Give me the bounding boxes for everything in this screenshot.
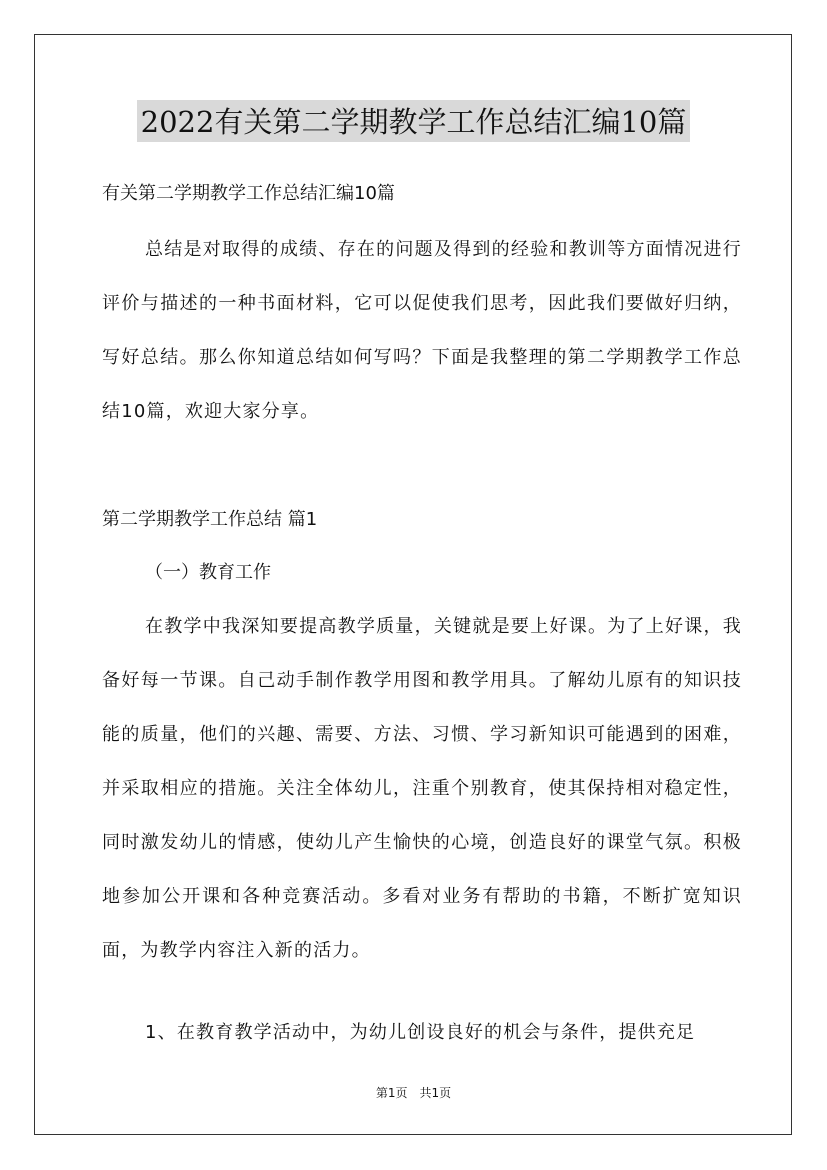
page-footer bbox=[0, 1084, 827, 1101]
document-title: 2022有关第二学期教学工作总结汇编10篇 bbox=[137, 100, 691, 142]
body-paragraph: 在教学中我深知要提高教学质量，关键就是要上好课。为了上好课，我备好每一节课。自己动手制作教学用图和教学用具。了解幼儿原有的知识技能的质量，他们的兴趣、需要、方法、习惯、学习新知识可能遇到的困难，并采取相应的措施。关注全体幼儿，注重个别教育，使其保持相对稳定性，同时激发幼儿的情感，使幼儿产生愉快的心境，创造良好的课堂气氛。积极地参加公开课和各种竞赛活动。多看对业务有帮助的书籍，不断扩宽知识面，为教学内容注入新的活力。 bbox=[102, 616, 742, 961]
page-number: 第1页 bbox=[375, 1086, 408, 1100]
title-container bbox=[0, 100, 827, 142]
section-heading: 第二学期教学工作总结 篇1 bbox=[102, 509, 318, 530]
document-subtitle: 有关第二学期教学工作总结汇编10篇 bbox=[102, 183, 395, 204]
body-paragraph: 1、在教育教学活动中，为幼儿创设良好的机会与条件，提供充足 bbox=[145, 1022, 696, 1043]
page-total: 共1页 bbox=[419, 1086, 452, 1100]
intro-paragraph: 总结是对取得的成绩、存在的问题及得到的经验和教训等方面情况进行评价与描述的一种书面材料，它可以促使我们思考，因此我们要做好归纳，写好总结。那么你知道总结如何写吗？下面是我整理的第二学期教学工作总结10篇，欢迎大家分享。 bbox=[102, 239, 742, 422]
sub-heading: （一）教育工作 bbox=[145, 562, 271, 583]
